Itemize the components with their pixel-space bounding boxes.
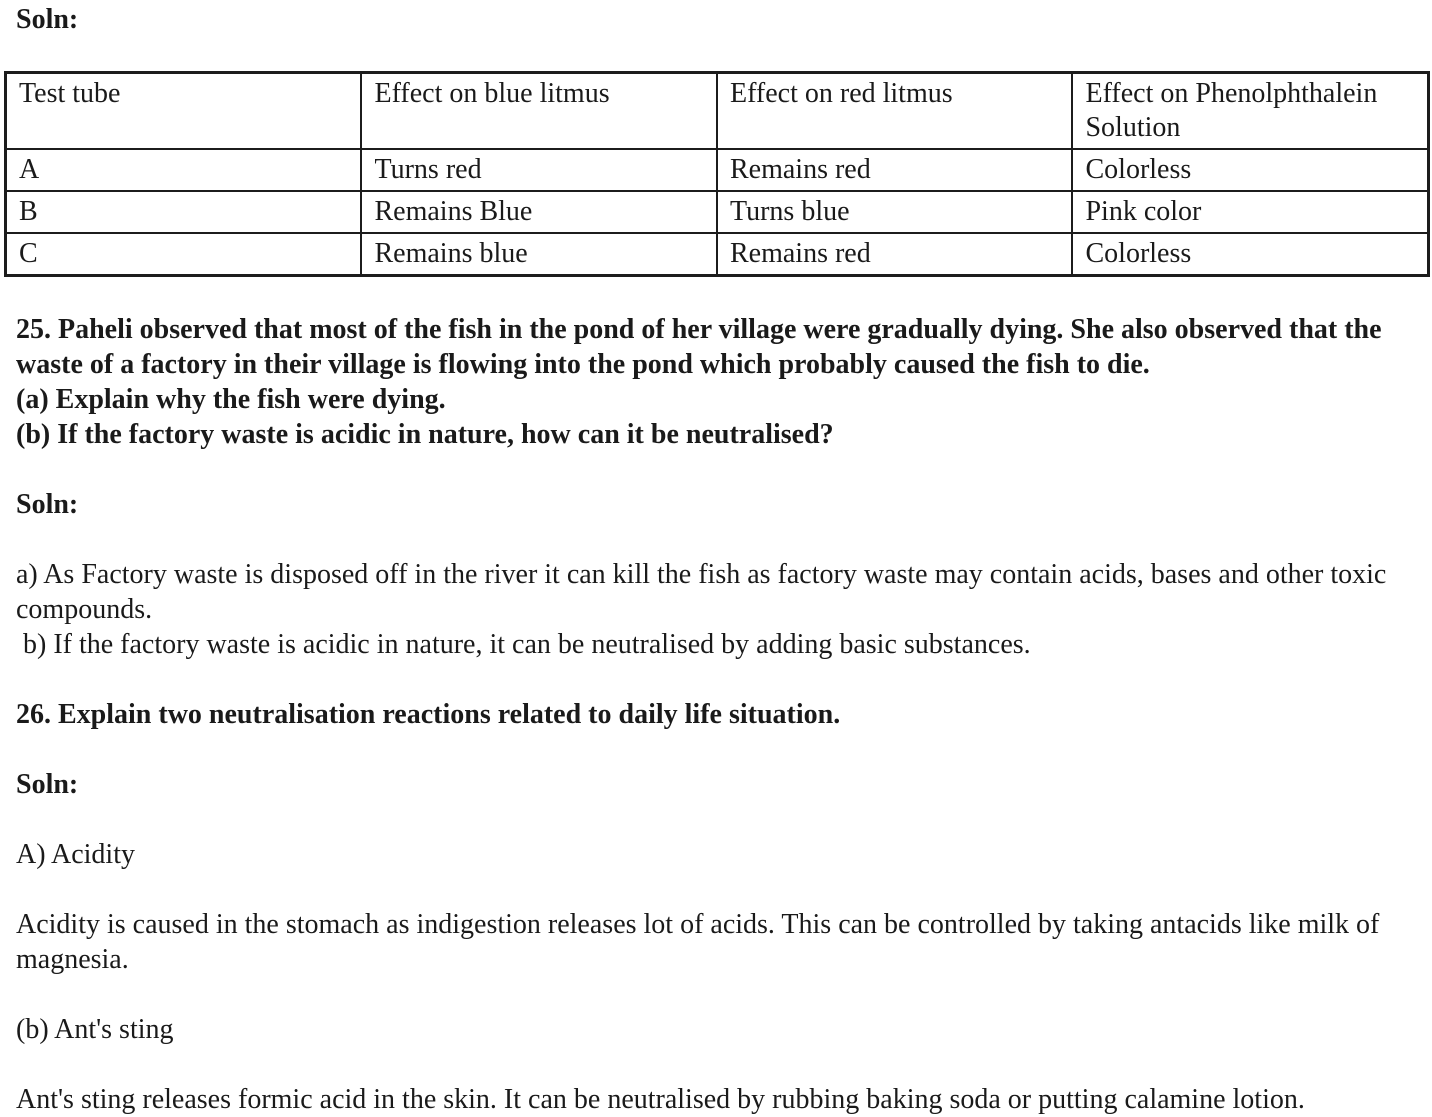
cell-phenolphthalein: Colorless [1072,149,1428,191]
cell-blue-litmus: Remains blue [361,233,717,276]
cell-red-litmus: Remains red [717,233,1073,276]
header-phenolphthalein: Effect on Phenolphthalein Solution [1072,73,1428,150]
soln-heading-2: Soln: [16,489,79,520]
cell-tube: B [6,191,362,233]
soln-heading-1: Soln: [16,4,79,35]
answer-26-a-heading: A) Acidity [16,839,135,870]
header-red-litmus: Effect on red litmus [717,73,1073,150]
question-25-part-a: (a) Explain why the fish were dying. [16,384,446,415]
question-25-part-b: (b) If the factory waste is acidic in nature, how can it be neutralised? [16,419,834,450]
answer-26-b-text: Ant's sting releases formic acid in the skin. It can be neutralised by rubbing baking soda or putting calamine lotion. [16,1084,1305,1115]
cell-tube: A [6,149,362,191]
answer-26-a-text: Acidity is caused in the stomach as indigestion releases lot of acids. This can be controlled by taking antacids like milk of magnesia. [16,909,1380,975]
cell-phenolphthalein: Pink color [1072,191,1428,233]
question-25-text: 25. Paheli observed that most of the fish in the pond of her village were gradually dying. She also observed that the waste of a factory in their village is flowing into the pond which probably caused the fish to die. [16,314,1382,380]
question-26-text: 26. Explain two neutralisation reactions related to daily life situation. [16,699,841,730]
answer-25-a: a) As Factory waste is disposed off in the river it can kill the fish as factory waste may contain acids, bases and other toxic compounds. [16,559,1387,625]
cell-red-litmus: Turns blue [717,191,1073,233]
cell-blue-litmus: Remains Blue [361,191,717,233]
cell-tube: C [6,233,362,276]
table-header-row [6,73,1429,150]
answer-26-b-heading: (b) Ant's sting [16,1014,174,1045]
litmus-results-table [4,71,1430,277]
table-row [6,149,1429,191]
cell-blue-litmus: Turns red [361,149,717,191]
table-row [6,233,1429,276]
answer-25-b: b) If the factory waste is acidic in nature, it can be neutralised by adding basic substances. [16,629,1031,660]
cell-phenolphthalein: Colorless [1072,233,1428,276]
table-row [6,191,1429,233]
header-test-tube: Test tube [6,73,362,150]
soln-heading-3: Soln: [16,769,79,800]
cell-red-litmus: Remains red [717,149,1073,191]
header-blue-litmus: Effect on blue litmus [361,73,717,150]
